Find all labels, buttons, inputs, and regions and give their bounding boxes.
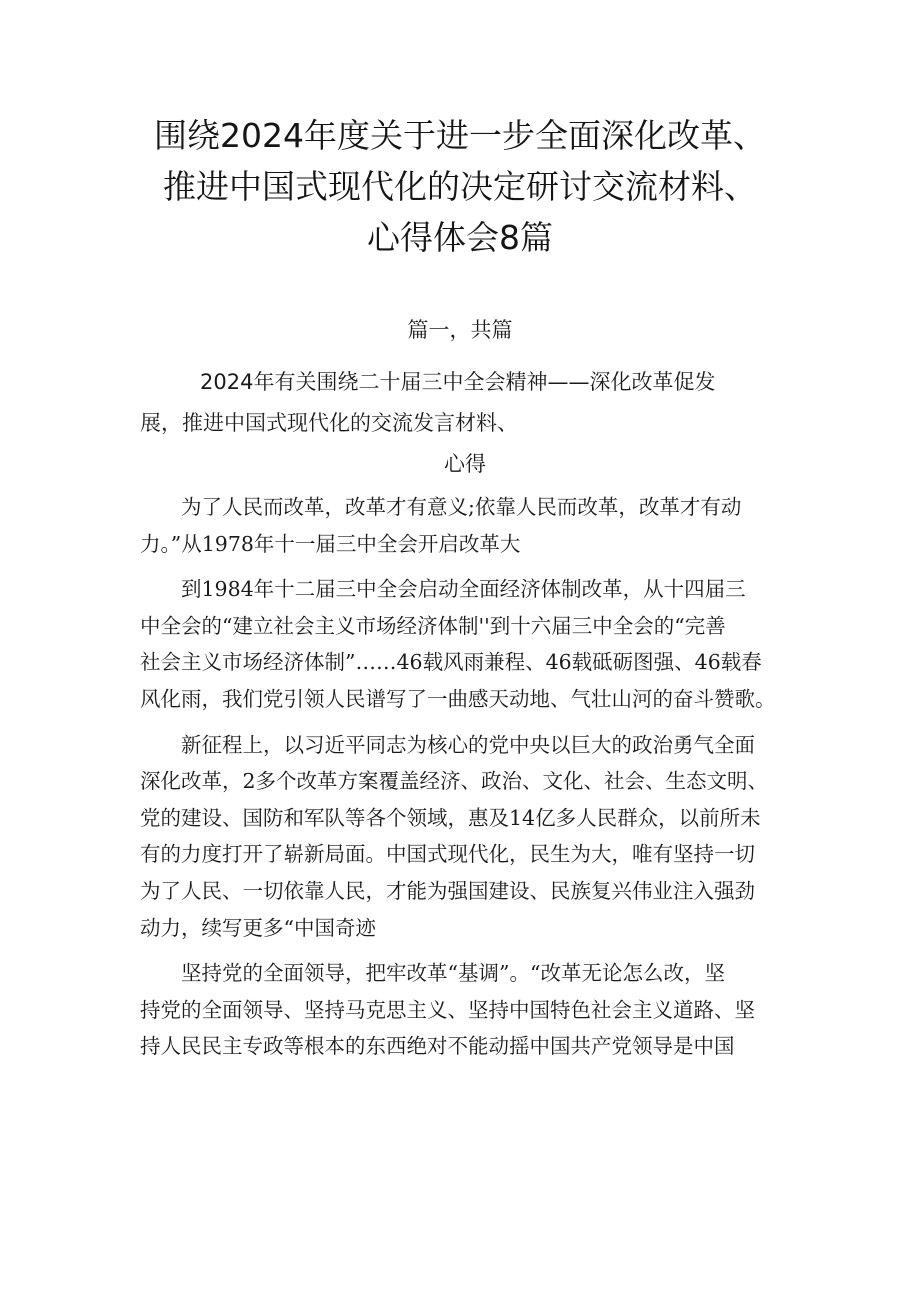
paragraph-line: 为了人民而改革，改革才有意义;依靠人民而改革，改革才有动: [181, 495, 742, 519]
title-line: 推进中国式现代化的决定研讨交流材料、: [163, 167, 757, 206]
subtitle-line: 展，推进中国式现代化的交流发言材料、: [140, 411, 518, 435]
paragraph-line: 社会主义市场经济体制”……46载风雨兼程、46载砥砺图强、46载春: [140, 650, 762, 675]
paragraph-line: 为了人民、一切依靠人民，才能为强国建设、民族复兴伟业注入强劲: [140, 878, 755, 903]
paragraph: [140, 571, 790, 717]
paragraph-line: 中全会的“建立社会主义市场经济体制''到十六届三中全会的“完善: [140, 613, 726, 638]
paragraph-line: 风化雨，我们党引领人民谱写了一曲感天动地、气壮山河的奋斗赞歌。: [140, 686, 776, 711]
article-subtitle: [140, 362, 790, 485]
title-line: 围绕2024年度关于进一步全面深化改革、: [154, 116, 766, 155]
paragraph-line: 深化改革，2多个改革方案覆盖经济、政治、文化、社会、生态文明、: [140, 769, 769, 794]
paragraph-line: 持人民民主专政等根本的东西绝对不能动摇中国共产党领导是中国: [140, 1034, 735, 1059]
subtitle-line: 2024年有关围绕二十届三中全会精神——深化改革促发: [200, 370, 716, 394]
paragraph: [140, 727, 790, 947]
paragraph-line: 力。”从1978年十一届三中全会开启改革大: [140, 531, 521, 556]
paragraph: [140, 489, 790, 562]
paragraph-line: 到1984年十二届三中全会启动全面经济体制改革，从十四届三: [181, 577, 746, 602]
paragraph-line: 坚持党的全面领导，把牢改革“基调”。“改革无论怎么改，坚: [181, 961, 725, 986]
paragraph-line: 动力，续写更多“中国奇迹: [140, 915, 376, 940]
paragraph-line: 有的力度打开了崭新局面。中国式现代化，民生为大，唯有坚持一切: [140, 842, 755, 867]
section-label: 篇一，共篇: [407, 318, 513, 342]
paragraph: [140, 955, 790, 1065]
paragraph-line: 党的建设、国防和军队等各个领域，惠及14亿多人民群众，以前所未: [140, 805, 761, 830]
paragraph-line: 持党的全面领导、坚持马克思主义、坚持中国特色社会主义道路、坚: [140, 997, 755, 1022]
article-body: [140, 489, 790, 1074]
paragraph-line: 新征程上，以习近平同志为核心的党中央以巨大的政治勇气全面: [181, 732, 755, 757]
subtitle-line: 心得: [444, 452, 486, 476]
document-title: [90, 110, 830, 263]
title-line: 心得体会8篇: [367, 218, 553, 257]
